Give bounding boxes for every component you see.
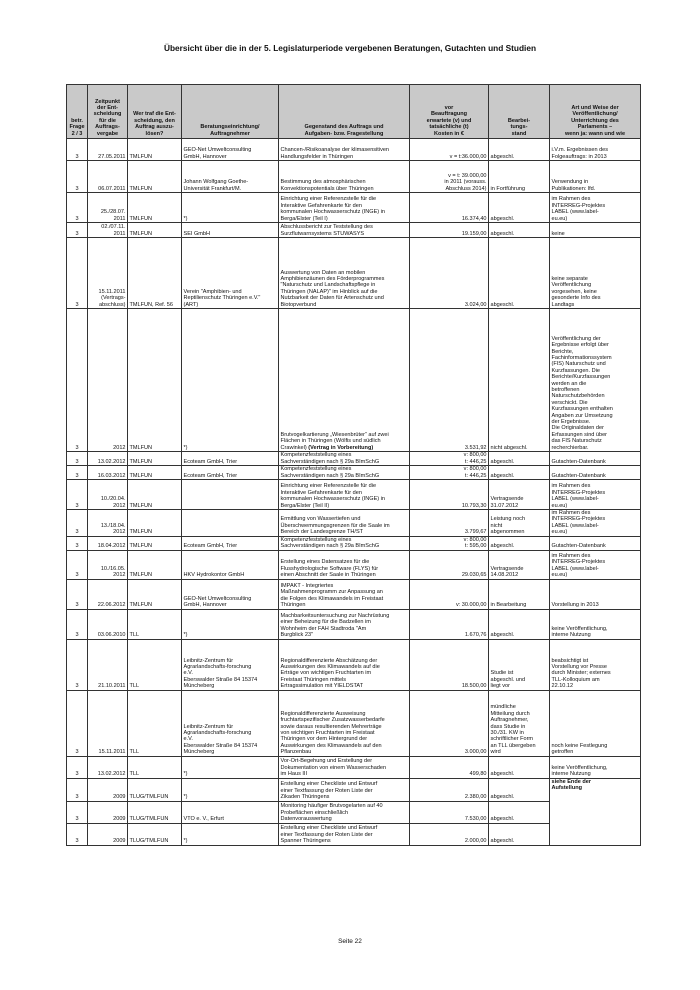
table-row <box>67 536 641 550</box>
column-header: vor Beauftragung erwartete (v) und tatsächliche (t) Kosten in € <box>410 85 489 139</box>
page-title: Übersicht über die in der 5. Legislaturperiode vergebenen Beratungen, Gutachten und Studien <box>163 43 537 53</box>
table-cell: TMLFUN <box>128 480 182 510</box>
column-header: Zeitpunkt der Ent- scheidung für die Auftrags- vergabe <box>88 85 128 139</box>
table-cell: Veröffentlichung der Ergebnisse erfolgt über Berichte, Fachinformationssystem (FIS) Naturschutz und Kurzfassungen. Die Berichte/Kurzfassungen werden an die betroffenen Naturschutzbehörden verschickt. Die Kurzfassungen enthalten Angaben zur Umsetzung der Ergebnisse. Die Originaldaten der Erfassungen sind über das FIS Naturschutz recherchierbar. <box>550 309 641 452</box>
table-cell: v = t: 39.000,00 in 2011 (vorauss. Abschluss 2014) <box>410 161 489 193</box>
table-cell: 3 <box>67 801 88 823</box>
table-cell: Studie ist abgeschl. und liegt vor <box>489 639 550 690</box>
table-cell: 3 <box>67 480 88 510</box>
table-cell: keine separate Veröffentlichung vorgesehen, keine gesonderte Info des Landtags <box>550 238 641 309</box>
table-cell: Erstellung einer Checkliste und Entwurf einer Textfassung der Roten Liste der Spanner Thüringens <box>279 823 410 845</box>
table-cell: 15.11.2011 (Vertrags- abschluss) <box>88 238 128 309</box>
table-cell: 21.10.2011 <box>88 639 128 690</box>
table-cell: *) <box>182 609 279 639</box>
table-cell: 2.000,00 <box>410 823 489 845</box>
table-cell: TMLFUN <box>128 466 182 480</box>
table-cell: 3 <box>67 536 88 550</box>
table-cell: 3 <box>67 550 88 579</box>
table-cell: Chancen-/Risikoanalyse der klimasensitiven Handlungsfelder in Thüringen <box>279 139 410 161</box>
table-cell: Kompetenzfeststellung eines Sachverständigen nach § 29a BImSchG <box>279 536 410 550</box>
table-cell: abgeschl. <box>489 778 550 801</box>
table-cell: 02./07.11. 2011 <box>88 223 128 238</box>
table-cell: im Rahmen des INTERREG-Projektes LABEL (www.label- eu.eu) <box>550 510 641 537</box>
table-cell: 3 <box>67 510 88 537</box>
table-row <box>67 639 641 690</box>
table-cell: TLL <box>128 609 182 639</box>
table-cell: 18.500,00 <box>410 639 489 690</box>
table-cell: 27.05.2011 <box>88 139 128 161</box>
table-cell: 2009 <box>88 778 128 801</box>
table-cell: beabsichtigt ist Vorstellung vor Presse durch Minister; externes TLL-Kolloquium am 22.10.12 <box>550 639 641 690</box>
table-cell: abgeschl. <box>489 452 550 466</box>
table-cell: keine <box>550 223 641 238</box>
table-cell: 10.793,30 <box>410 480 489 510</box>
table-row <box>67 690 641 756</box>
table-cell: TMLFUN <box>128 550 182 579</box>
table-cell: TLL <box>128 639 182 690</box>
table-cell: 3.000,00 <box>410 690 489 756</box>
table-cell: Regionaldifferenzierte Abschätzung der Auswirkungen des Klimawandels auf die Erträge von wichtigen Fruchtarten im Freistaat Thüringen mittels Ertragssimulation mit YIELDSTAT <box>279 639 410 690</box>
table-cell: 3 <box>67 452 88 466</box>
table-cell: HKV Hydrokontor GmbH <box>182 550 279 579</box>
table-cell: 29.030,65 <box>410 550 489 579</box>
table-cell: 3 <box>67 609 88 639</box>
table-cell: abgeschl. <box>489 466 550 480</box>
table-cell: Ecoteam GmbH, Trier <box>182 466 279 480</box>
table-cell: v: 800,00 t: 446,25 <box>410 466 489 480</box>
table-cell: TMLFUN, Ref. 56 <box>128 238 182 309</box>
table-cell: Kompetenzfeststellung eines Sachverständigen nach § 29a BImSchG <box>279 452 410 466</box>
table-cell: 7.530,00 <box>410 801 489 823</box>
table-cell: im Rahmen des INTERREG-Projektes LABEL (www.label- eu.eu) <box>550 193 641 223</box>
table-cell: Verwendung in Publikationen: lfd. <box>550 161 641 193</box>
table-cell: Regionaldifferenzierte Ausweisung fruchtartspezifischer Zusatzwasserbedarfe sowie daraus resultierenden Mehrerträge von wichtigen Fruchtarten im Freistaat Thüringen vor dem Hintergrund der Auswirkungen des Klimawandels auf den Pflanzenbau <box>279 690 410 756</box>
table-cell: Gutachten-Datenbank <box>550 452 641 466</box>
table-cell: v: 800,00 t: 446,25 <box>410 452 489 466</box>
table-cell: TLUG/TMLFUN <box>128 801 182 823</box>
table-cell: Vor-Ort-Begehung und Erstellung der Dokumentation von einem Wasserschaden im Haus III <box>279 756 410 778</box>
table-cell: TLUG/TMLFUN <box>128 778 182 801</box>
table-cell: Vorstellung in 2013 <box>550 579 641 609</box>
table-cell: abgeschl. <box>489 193 550 223</box>
table-cell: Brutvogelkartierung „Wiesenbrüter“ auf zwei Flächen in Thüringen (Wölfis und südlich Crawinkel) (Vertrag in Vorbereitung) <box>279 309 410 452</box>
table-cell: v = t:36.000,00 <box>410 139 489 161</box>
table-cell: keine Veröffentlichung, interne Nutzung <box>550 756 641 778</box>
table-cell: abgeschl. <box>489 801 550 823</box>
table-cell: Erstellung einer Checkliste und Entwurf einer Textfassung der Roten Liste der Zikaden Thüringens <box>279 778 410 801</box>
column-header: betr. Frage 2 / 3 <box>67 85 88 139</box>
header-row <box>67 85 641 139</box>
table-cell: Vertragsende 31.07.2012 <box>489 480 550 510</box>
table-row <box>67 579 641 609</box>
table-cell: TLL <box>128 690 182 756</box>
table-row <box>67 309 641 452</box>
table-cell: *) <box>182 756 279 778</box>
table-cell: 3 <box>67 639 88 690</box>
table-cell: Abschlussbericht zur Teststellung des Surzflutwarnsystems STUWASYS <box>279 223 410 238</box>
table-cell: 10./16.05. 2012 <box>88 550 128 579</box>
table-cell: 16.03.2012 <box>88 466 128 480</box>
table-row <box>67 480 641 510</box>
column-header: Art und Weise der Veröffentlichung/ Unterrichtung des Parlaments – wenn ja: wann und wie <box>550 85 641 139</box>
table-cell: Gutachten-Datenbank <box>550 466 641 480</box>
table-cell: Auswertung von Daten an mobilen Amphibienzäunen des Förderprogrammes "Naturschutz und Landschaftspflege in Thüringen (NALAP)" im Hinblick auf die Nutzbarkeit der Daten für Artenschutz und Biotopverbund <box>279 238 410 309</box>
table-cell: Leibnitz-Zentrum für Agrarlandschafts-forschung e.V. Eberswalder Straße 84 15374 Müncheberg <box>182 639 279 690</box>
column-header: Bearbei- tungs- stand <box>489 85 550 139</box>
table-cell: Leistung noch nicht abgenommen <box>489 510 550 537</box>
table-cell: TMLFUN <box>128 452 182 466</box>
table-cell: *) <box>182 309 279 452</box>
table-cell: TMLFUN <box>128 161 182 193</box>
table-cell: 3 <box>67 778 88 801</box>
table-cell: 3 <box>67 139 88 161</box>
table-cell: IMPAKT - Integriertes Maßnahmenprogramm zur Anpassung an die Folgen des Klimawandels im Freistaat Thüringen <box>279 579 410 609</box>
table-cell: Ecoteam GmbH, Trier <box>182 536 279 550</box>
table-cell: v: 30.000,00 <box>410 579 489 609</box>
table-cell: GEO-Net Umweltconsulting GmbH, Hannover <box>182 139 279 161</box>
table-cell: 3.024,00 <box>410 238 489 309</box>
table-cell: 2.380,00 <box>410 778 489 801</box>
table-cell: *) <box>182 193 279 223</box>
table-row <box>67 756 641 778</box>
table-cell: TMLFUN <box>128 510 182 537</box>
table-cell: 3.799,67 <box>410 510 489 537</box>
table-cell: 3 <box>67 466 88 480</box>
table-cell: 3 <box>67 309 88 452</box>
table-cell: Verein "Amphibien- und Reptilienschutz Thüringen e.V." (ART) <box>182 238 279 309</box>
table-cell: Kompetenzfeststellung eines Sachverständigen nach § 29a BImSchG <box>279 466 410 480</box>
table-cell: 2009 <box>88 801 128 823</box>
column-header: Gegenstand des Auftrags und Aufgaben- bzw. Fragestellung <box>279 85 410 139</box>
table-cell: Ermittlung von Wassertiefen und Überschwemmungsgrenzen für die Saale im Bereich der Landesgrenze TH/ST <box>279 510 410 537</box>
table-cell: 13.02.2012 <box>88 756 128 778</box>
column-header: Wer traf die Ent- scheidung, den Auftrag auszu- lösen? <box>128 85 182 139</box>
table-cell: 499,80 <box>410 756 489 778</box>
page-number: Seite 22 <box>338 938 362 945</box>
table-row <box>67 550 641 579</box>
table-cell: Einrichtung einer Referenzstelle für die Interaktive Gefahrenkarte für den kommunalen Hochwasserschutz (INGE) in Berga/Elster (Teil I) <box>279 193 410 223</box>
table-cell: TMLFUN <box>128 536 182 550</box>
merged-note-cell: siehe Ende der Aufstellung <box>550 778 641 845</box>
table-cell: 03.06.2010 <box>88 609 128 639</box>
table-cell: abgeschl. <box>489 139 550 161</box>
table-cell: 13.02.2012 <box>88 452 128 466</box>
table-cell: Machbarkeitsuntersuchung zur Nachrüstung einer Beheizung für die Badzellen im Wohnheim der FAH Stadtroda "Am Burgblick 23" <box>279 609 410 639</box>
table-cell: Gutachten-Datenbank <box>550 536 641 550</box>
table-cell: 2012 <box>88 309 128 452</box>
table-cell: Erstellung eines Datensatzes für die Flusshydrologische Software (FLYS) für einen Abschnitt der Saale in Thüringen <box>279 550 410 579</box>
table-cell: 3 <box>67 161 88 193</box>
table-cell <box>182 510 279 537</box>
table-cell: abgeschl. <box>489 823 550 845</box>
table-cell: in Bearbeitung <box>489 579 550 609</box>
table-cell: Leibnitz-Zentrum für Agrarlandschafts-forschung e.V. Eberswalder Straße 84 15374 Müncheberg <box>182 690 279 756</box>
table-row <box>67 510 641 537</box>
table-cell: 3 <box>67 756 88 778</box>
table-cell: 1.670,76 <box>410 609 489 639</box>
table-cell: Einrichtung einer Referenzstelle für die Interaktive Gefahrenkarte für den kommunalen Hochwasserschutz (INGE) in Berga/Elster (Teil II) <box>279 480 410 510</box>
table-cell: VTO e. V., Erfurt <box>182 801 279 823</box>
table-cell: abgeschl. <box>489 536 550 550</box>
table-cell: TMLFUN <box>128 579 182 609</box>
table-cell: 3 <box>67 823 88 845</box>
table-cell: *) <box>182 823 279 845</box>
table-cell: 3 <box>67 238 88 309</box>
table-row <box>67 161 641 193</box>
table-cell: 3 <box>67 193 88 223</box>
table-cell: 15.11.2011 <box>88 690 128 756</box>
table-cell: GEO-Net Umweltconsulting GmbH, Hannover <box>182 579 279 609</box>
table-cell: TMLFUN <box>128 309 182 452</box>
contracts-table <box>66 84 641 846</box>
table-cell: keine Veröffentlichung, interne Nutzung <box>550 609 641 639</box>
table-cell: 06.07.2011 <box>88 161 128 193</box>
table-cell: nicht abgeschl. <box>489 309 550 452</box>
table-cell: 16.374,40 <box>410 193 489 223</box>
table-cell: 25./28.07. 2011 <box>88 193 128 223</box>
table-cell <box>182 480 279 510</box>
table-cell: abgeschl. <box>489 609 550 639</box>
table-row <box>67 238 641 309</box>
table-cell: Johann Wolfgang Goethe- Universität Frankfurt/M. <box>182 161 279 193</box>
table-cell: abgeschl. <box>489 223 550 238</box>
table-cell: TMLFUN <box>128 139 182 161</box>
table-row <box>67 609 641 639</box>
table-cell: v: 800,00 t: 595,00 <box>410 536 489 550</box>
table-cell: im Rahmen des INTERREG-Projektes LABEL (www.label- eu.eu) <box>550 480 641 510</box>
table-row <box>67 466 641 480</box>
table-cell: 10./20.04. 2012 <box>88 480 128 510</box>
table-row <box>67 139 641 161</box>
table-cell: 22.06.2012 <box>88 579 128 609</box>
table-cell: Monitoring häufiger Brutvogelarten auf 40 Probeflächen einschließlich Datenvorauswertung <box>279 801 410 823</box>
table-cell: 3 <box>67 579 88 609</box>
table-cell: 3 <box>67 690 88 756</box>
column-header: Beratungseinrichtung/ Auftragnehmer <box>182 85 279 139</box>
table-row <box>67 223 641 238</box>
table-cell: abgeschl. <box>489 756 550 778</box>
table-cell: mündliche Mitteilung durch Auftragnehmer, dass Studie in 30./31. KW in schriftlicher Form an TLL übergeben wird <box>489 690 550 756</box>
table-row <box>67 193 641 223</box>
table-cell: *) <box>182 778 279 801</box>
table-cell: TMLFUN <box>128 193 182 223</box>
table-cell: TMLFUN <box>128 223 182 238</box>
table-cell: SEI GmbH <box>182 223 279 238</box>
table-cell: i.V.m. Ergebnissen des Folgeauftrags: in 2013 <box>550 139 641 161</box>
table-cell: 3 <box>67 223 88 238</box>
table-cell: 3.531,92 <box>410 309 489 452</box>
table-cell: 19.159,00 <box>410 223 489 238</box>
contract-status-note: (Vertrag in Vorbereitung) <box>308 444 374 451</box>
table-cell: 2009 <box>88 823 128 845</box>
table-cell: TLUG/TMLFUN <box>128 823 182 845</box>
table-cell: noch keine Festlegung getroffen <box>550 690 641 756</box>
table-cell: Bestimmung des atmosphärischen Konvektionspotentials über Thüringen <box>279 161 410 193</box>
table-cell: in Fortführung <box>489 161 550 193</box>
table-cell: TLL <box>128 756 182 778</box>
table-cell: Vertragsende 14.08.2012 <box>489 550 550 579</box>
table-row <box>67 778 641 801</box>
table-cell: 18.04.2012 <box>88 536 128 550</box>
table-cell: im Rahmen des INTERREG-Projektes LABEL (www.label- eu.eu) <box>550 550 641 579</box>
table-row <box>67 452 641 466</box>
table-cell: Ecoteam GmbH, Trier <box>182 452 279 466</box>
table-cell: abgeschl. <box>489 238 550 309</box>
table-cell: 13./18.04. 2012 <box>88 510 128 537</box>
